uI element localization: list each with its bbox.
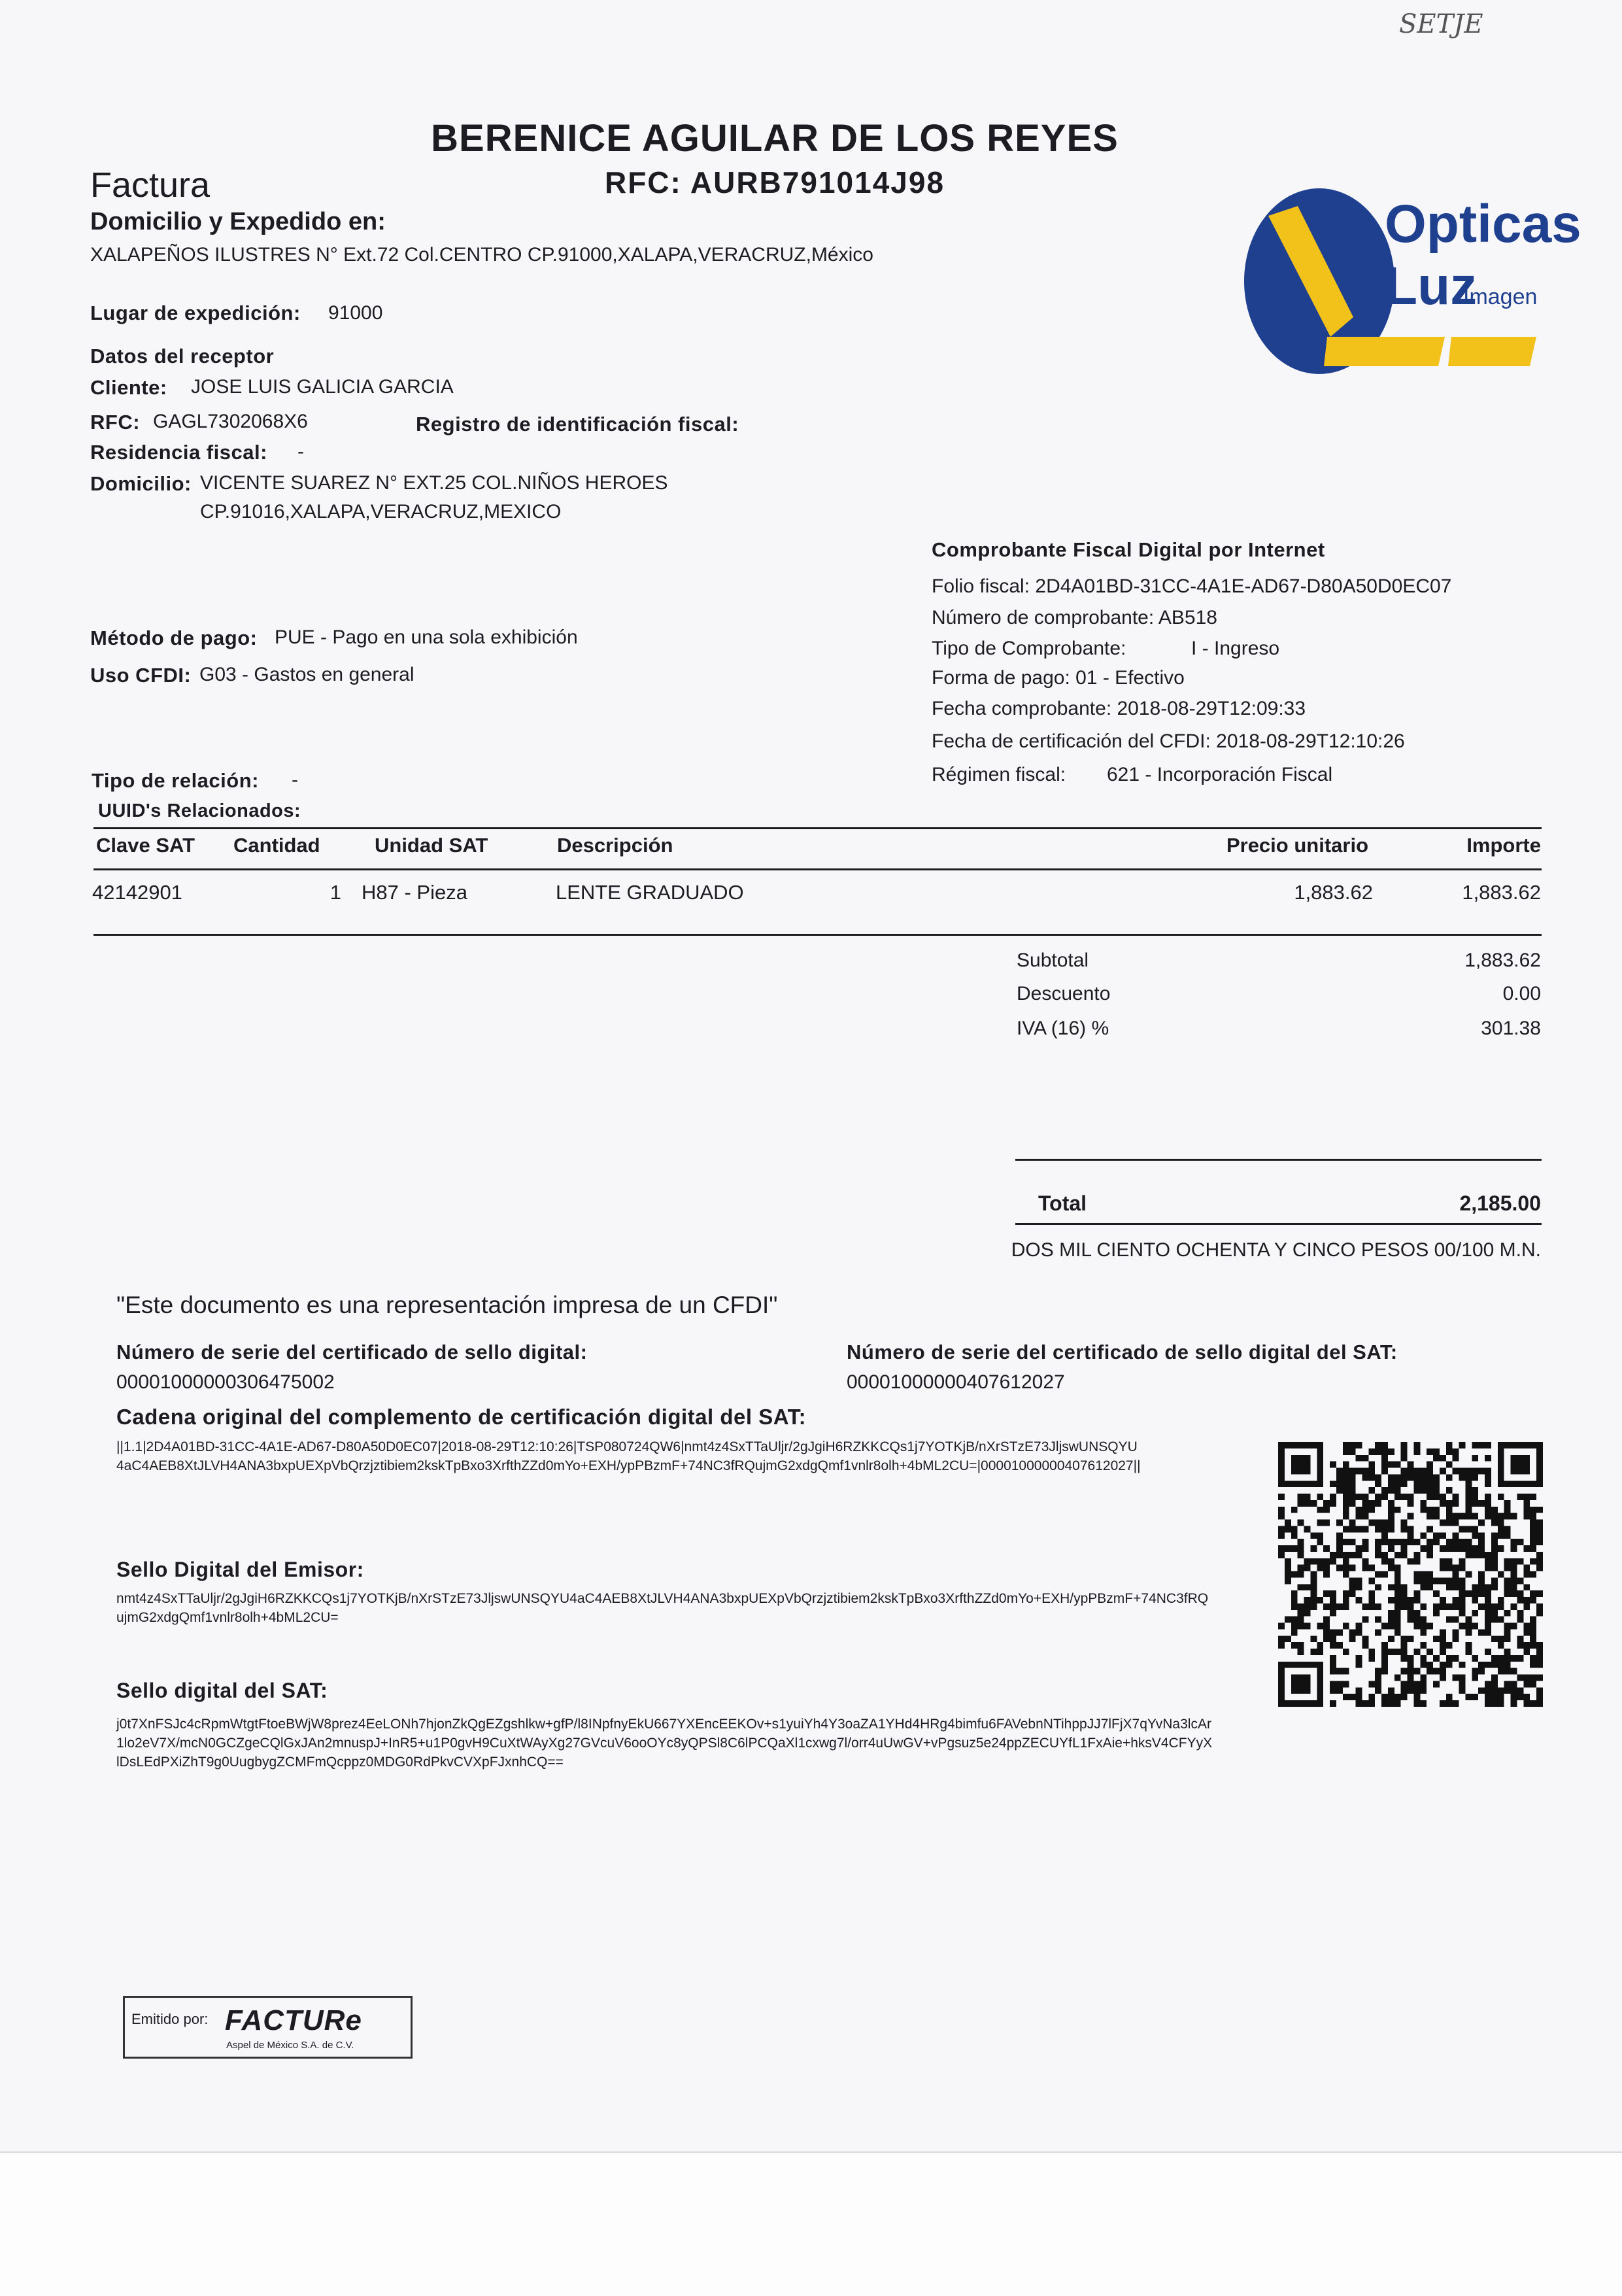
tipo-relacion-value: - bbox=[292, 769, 298, 791]
cliente-value: JOSE LUIS GALICIA GARCIA bbox=[191, 376, 454, 398]
opticas-luz-logo bbox=[1242, 177, 1581, 386]
table-bottom-rule bbox=[93, 934, 1542, 936]
serie-certificado-label: Número de serie del certificado de sello digital: bbox=[116, 1341, 588, 1363]
table-top-rule bbox=[93, 827, 1542, 829]
receptor-section-title: Datos del receptor bbox=[90, 345, 275, 368]
serie-certificado-sat-value: 00001000000407612027 bbox=[847, 1371, 1065, 1393]
th-clave-sat: Clave SAT bbox=[96, 834, 195, 857]
qr-code-graphic bbox=[1278, 1442, 1543, 1707]
cell-clave: 42142901 bbox=[92, 881, 182, 904]
cell-importe: 1,883.62 bbox=[1462, 881, 1541, 904]
cell-unidad: H87 - Pieza bbox=[362, 881, 467, 904]
th-precio-unitario: Precio unitario bbox=[1226, 834, 1368, 857]
uso-cfdi-label: Uso CFDI: bbox=[90, 664, 192, 687]
logo-line3: Imagen bbox=[1463, 284, 1538, 309]
emitido-por-label: Emitido por: bbox=[131, 2011, 209, 2027]
tipo-comprobante-value: I - Ingreso bbox=[1191, 638, 1280, 659]
tipo-relacion-label: Tipo de relación: bbox=[92, 769, 259, 792]
sello-sat-label: Sello digital del SAT: bbox=[116, 1679, 328, 1702]
receptor-rfc-value: GAGL7302068X6 bbox=[153, 411, 308, 432]
uuid-relacionados-label: UUID's Relacionados: bbox=[98, 800, 301, 821]
sello-sat-value: j0t7XnFSJc4cRpmWtgtFtoeBWjW8prez4EeLONh7hjonZkQgEZgshlkw+gfP/l8INpfnyEkU667YXEncEEKOv+s1yuiYh4Y3oaZA1YHd4HRg4bimfu6FAVebnNTihppJJ7lFjX7qYvNa3lcAr1lo2eV7X/mcN0GCZgeCQlGxJAn2mnuspJ+InR5+u1P0gvH9CuXtWAyXg27GVcuV6ooOYc8yQPSl8C6lPCQaXl1cxwg7l/orr4uUwGV+vPgsuz5e24ppZECUYfL1FxAie+hksV4CFYyXlDsLEdPXiZhT9g0UugbygZCMFmQcppz0MDG0RdPkvCVXpFJxnhCQ== bbox=[116, 1717, 1213, 1770]
total-value: 2,185.00 bbox=[1459, 1191, 1541, 1215]
issuer-name: BERENICE AGUILAR DE LOS REYES bbox=[431, 117, 1119, 160]
scan-bottom-margin bbox=[0, 2151, 1622, 2296]
regimen-label: Régimen fiscal: bbox=[932, 764, 1066, 785]
th-unidad-sat: Unidad SAT bbox=[375, 834, 488, 857]
subtotal-label: Subtotal bbox=[1017, 950, 1089, 971]
cell-cantidad: 1 bbox=[329, 881, 341, 904]
aspel-caption: Aspel de México S.A. de C.V. bbox=[226, 2040, 354, 2051]
residencia-label: Residencia fiscal: bbox=[90, 441, 267, 464]
total-top-rule bbox=[1015, 1159, 1542, 1161]
fecha-comprobante: Fecha comprobante: 2018-08-29T12:09:33 bbox=[932, 698, 1306, 719]
handwritten-annotation: SETJE bbox=[1399, 9, 1483, 39]
logo-line1: Opticas bbox=[1385, 194, 1581, 254]
total-en-letra: DOS MIL CIENTO OCHENTA Y CINCO PESOS 00/100 M.N. bbox=[1011, 1239, 1541, 1261]
logo-line2: Luz bbox=[1385, 256, 1478, 316]
metodo-pago-label: Método de pago: bbox=[90, 626, 258, 649]
issuer-rfc: RFC: AURB791014J98 bbox=[604, 165, 945, 199]
th-cantidad: Cantidad bbox=[233, 834, 320, 857]
fecha-certificacion: Fecha de certificación del CFDI: 2018-08-29T12:10:26 bbox=[932, 730, 1405, 752]
facture-brand: FACTURe bbox=[225, 2004, 362, 2036]
logo-graphic bbox=[1242, 177, 1581, 386]
metodo-pago-value: PUE - Pago en una sola exhibición bbox=[275, 626, 578, 648]
subtotal-value: 1,883.62 bbox=[1464, 950, 1541, 971]
qr-code bbox=[1278, 1442, 1543, 1707]
iva-label: IVA (16) % bbox=[1017, 1018, 1109, 1039]
lugar-label: Lugar de expedición: bbox=[90, 301, 301, 324]
document-type: Factura bbox=[90, 165, 211, 205]
folio-fiscal: Folio fiscal: 2D4A01BD-31CC-4A1E-AD67-D80A50D0EC07 bbox=[932, 575, 1452, 597]
regimen-value: 621 - Incorporación Fiscal bbox=[1107, 764, 1333, 785]
cell-precio: 1,883.62 bbox=[1294, 881, 1373, 904]
iva-value: 301.38 bbox=[1481, 1018, 1541, 1039]
numero-comprobante: Número de comprobante: AB518 bbox=[932, 607, 1217, 628]
address-label: Domicilio y Expedido en: bbox=[90, 208, 386, 235]
serie-certificado-value: 00001000000306475002 bbox=[116, 1371, 335, 1393]
th-descripcion: Descripción bbox=[557, 834, 673, 857]
tipo-comprobante-label: Tipo de Comprobante: bbox=[932, 638, 1126, 659]
domicilio-line1: VICENTE SUAREZ N° EXT.25 COL.NIÑOS HEROES bbox=[200, 472, 668, 494]
forma-pago: Forma de pago: 01 - Efectivo bbox=[932, 667, 1185, 689]
cliente-label: Cliente: bbox=[90, 376, 167, 399]
cadena-original-value: ||1.1|2D4A01BD-31CC-4A1E-AD67-D80A50D0EC07|2018-08-29T12:10:26|TSP080724QW6|nmt4z4SxTTaUljr/2gJgiH6RZKKCQs1j7YOTKjB/nXrSTzE73JljswUNSQYU4aC4AEB8XtJLVH4ANA3bxpUEXpVbQrzjztibiem2kskTpBxo3XrfthZZd0mYo+EXH/ypPBzmF+74NC3fRQujmG2xdgQmf1vnlr8olh+4bML2CU=|00001000000407612027|| bbox=[116, 1439, 1141, 1473]
cell-descripcion: LENTE GRADUADO bbox=[556, 881, 744, 904]
total-bottom-rule bbox=[1015, 1223, 1542, 1225]
serie-certificado-sat-label: Número de serie del certificado de sello digital del SAT: bbox=[847, 1341, 1398, 1363]
cfdi-representation-note: "Este documento es una representación impresa de un CFDI" bbox=[116, 1292, 778, 1318]
uso-cfdi-value: G03 - Gastos en general bbox=[199, 664, 414, 685]
descuento-value: 0.00 bbox=[1502, 983, 1541, 1004]
sello-emisor-value: nmt4z4SxTTaUljr/2gJgiH6RZKKCQs1j7YOTKjB/nXrSTzE73JljswUNSQYU4aC4AEB8XtJLVH4ANA3bxpUEXpVbQrzjztibiem2kskTpBxo3XrfthZZd0mYo+EXH/ypPBzmF+74NC3fRQujmG2xdgQmf1vnlr8olh+4bML2CU= bbox=[116, 1591, 1209, 1625]
table-header-rule bbox=[93, 868, 1542, 870]
th-importe: Importe bbox=[1466, 834, 1541, 857]
total-label: Total bbox=[1038, 1191, 1087, 1215]
registro-fiscal-label: Registro de identificación fiscal: bbox=[416, 413, 739, 436]
receptor-rfc-label: RFC: bbox=[90, 411, 141, 434]
lugar-value: 91000 bbox=[328, 302, 383, 324]
residencia-value: - bbox=[297, 441, 304, 462]
domicilio-label: Domicilio: bbox=[90, 472, 192, 495]
cfdi-title: Comprobante Fiscal Digital por Internet bbox=[932, 538, 1325, 561]
cadena-original-label: Cadena original del complemento de certificación digital del SAT: bbox=[116, 1405, 807, 1429]
descuento-label: Descuento bbox=[1017, 983, 1111, 1004]
issuer-address: XALAPEÑOS ILUSTRES N° Ext.72 Col.CENTRO CP.91000,XALAPA,VERACRUZ,México bbox=[90, 244, 873, 266]
domicilio-line2: CP.91016,XALAPA,VERACRUZ,MEXICO bbox=[200, 501, 562, 523]
sello-emisor-label: Sello Digital del Emisor: bbox=[116, 1558, 364, 1581]
emitido-por-badge bbox=[123, 1996, 413, 2059]
